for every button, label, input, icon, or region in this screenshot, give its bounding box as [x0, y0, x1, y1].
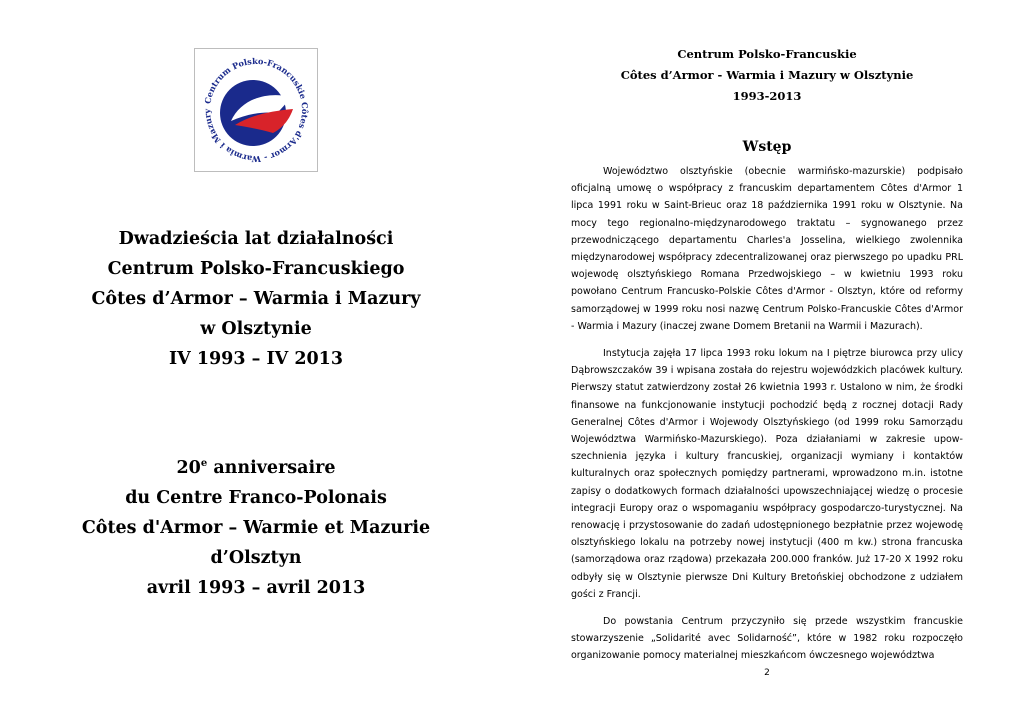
page-number: 2	[764, 668, 770, 678]
header-line: 1993-2013	[732, 89, 802, 103]
title-pl-line: Dwadzieścia lat działalności	[118, 229, 394, 249]
logo-ring-text: Centrum Polsko-Francuskie Côtes d'Armor - Warmia i Mazury	[201, 55, 311, 165]
right-page	[571, 0, 963, 724]
title-fr-superscript: e	[200, 458, 208, 469]
centrum-logo-icon	[195, 49, 317, 171]
title-pl-line: w Olsztynie	[200, 319, 312, 339]
title-fr-line: Côtes d'Armor – Warmie et Mazurie	[81, 517, 431, 538]
title-pl-line: Centrum Polsko-Francuskiego	[107, 259, 405, 279]
logo	[194, 48, 318, 172]
title-pl-line: IV 1993 – IV 2013	[168, 349, 344, 369]
paragraph: Do powstania Centrum przyczyniło się przede wszystkim francuskie stowarzyszenie „Solidarité avec Solidarność”, które w 1982 roku rozpoczęło organizowanie pomocy materialnej mieszkańcom ówczesnego województwa	[571, 616, 963, 662]
paragraph: Instytucja zajęła 17 lipca 1993 roku lokum na I piętrze biurowca przy ulicy Dąbrowszczaków 39 i wpisana została do rejestru wojewódzkich placówek kultury. Pierwszy statut zatwierdzony został 26 kwietnia 1993 r. Ustalono w nim, że środki finansowe na funkcjonowanie instytucji pochodzić będą z rocznej dotacji Rady Generalnej Côtes d'Armor i Wojewody Olsztyńskiego (od 1999 roku Samorządu Województwa Warmińsko-Mazurskiego). Poza działaniami w zakresie upow-szechnienia języka i kultury francuskiej, organizacji wymiany i kontaktów kulturalnych oraz społecznych pomiędzy partnerami, wprowadzono m.in. istotne zapisy o dodatkowych formach działalności upowszechniającej wiedzę o procesie integracji Europy oraz o wspomaganiu współpracy gospodarczo-turystycznej. Na renowację i przystosowanie do zadań udostępnionego bezpłatnie przez wojewodę olsztyńskiego lokalu na potrzeby nowej instytucji (400 m kw.) strona francuska (samorządowa oraz rządowa) przekazała 200.000 franków. Już 17-20 X 1992 roku odbyły się w Olsztynie pierwsze Dni Kultury Bretońskiej obchodzone z udziałem gości z Francji.	[571, 348, 963, 600]
title-polish	[0, 224, 512, 374]
title-fr-line: du Centre Franco-Polonais	[125, 487, 387, 508]
title-fr-line: d’Olsztyn	[210, 547, 302, 568]
header-line: Côtes d’Armor - Warmia i Mazury w Olsztynie	[620, 68, 914, 82]
title-fr-anniversaire: anniversaire	[207, 457, 336, 478]
header-line: Centrum Polsko-Francuskie	[677, 47, 857, 61]
title-french	[0, 449, 512, 603]
section-title: Wstęp	[742, 139, 792, 155]
title-fr-line: avril 1993 – avril 2013	[146, 577, 366, 598]
document-header	[571, 44, 963, 107]
body-text	[571, 163, 963, 675]
title-fr-number: 20	[176, 457, 201, 478]
title-pl-line: Côtes d’Armor – Warmia i Mazury	[91, 289, 421, 309]
title-fr-line	[0, 449, 512, 483]
paragraph: Województwo olsztyńskie (obecnie warmińsko-mazurskie) podpisało oficjalną umowę o współpracy z francuskim departamentem Côtes d'Armor 1 lipca 1991 roku w Saint-Brieuc oraz 18 października 1991 roku w Olsztynie. Na mocy tego regionalno-międzynarodowego traktatu – sygnowanego przez przewodniczącego departamentu Charles'a Josselina, wielkiego zwolennika międzynarodowej współpracy zdecentralizowanej oraz pierwszego po upadku PRL wojewodę olsztyńskiego Romana Przedwojskiego – w kwietniu 1993 roku powołano Centrum Francusko-Polskie Côtes d'Armor - Olsztyn, które od reformy samorządowej w 1999 roku nosi nazwę Centrum Polsko-Francuskie Côtes d'Armor - Warmia i Mazury (inaczej zwane Domem Bretanii na Warmii i Mazurach).	[571, 166, 963, 332]
